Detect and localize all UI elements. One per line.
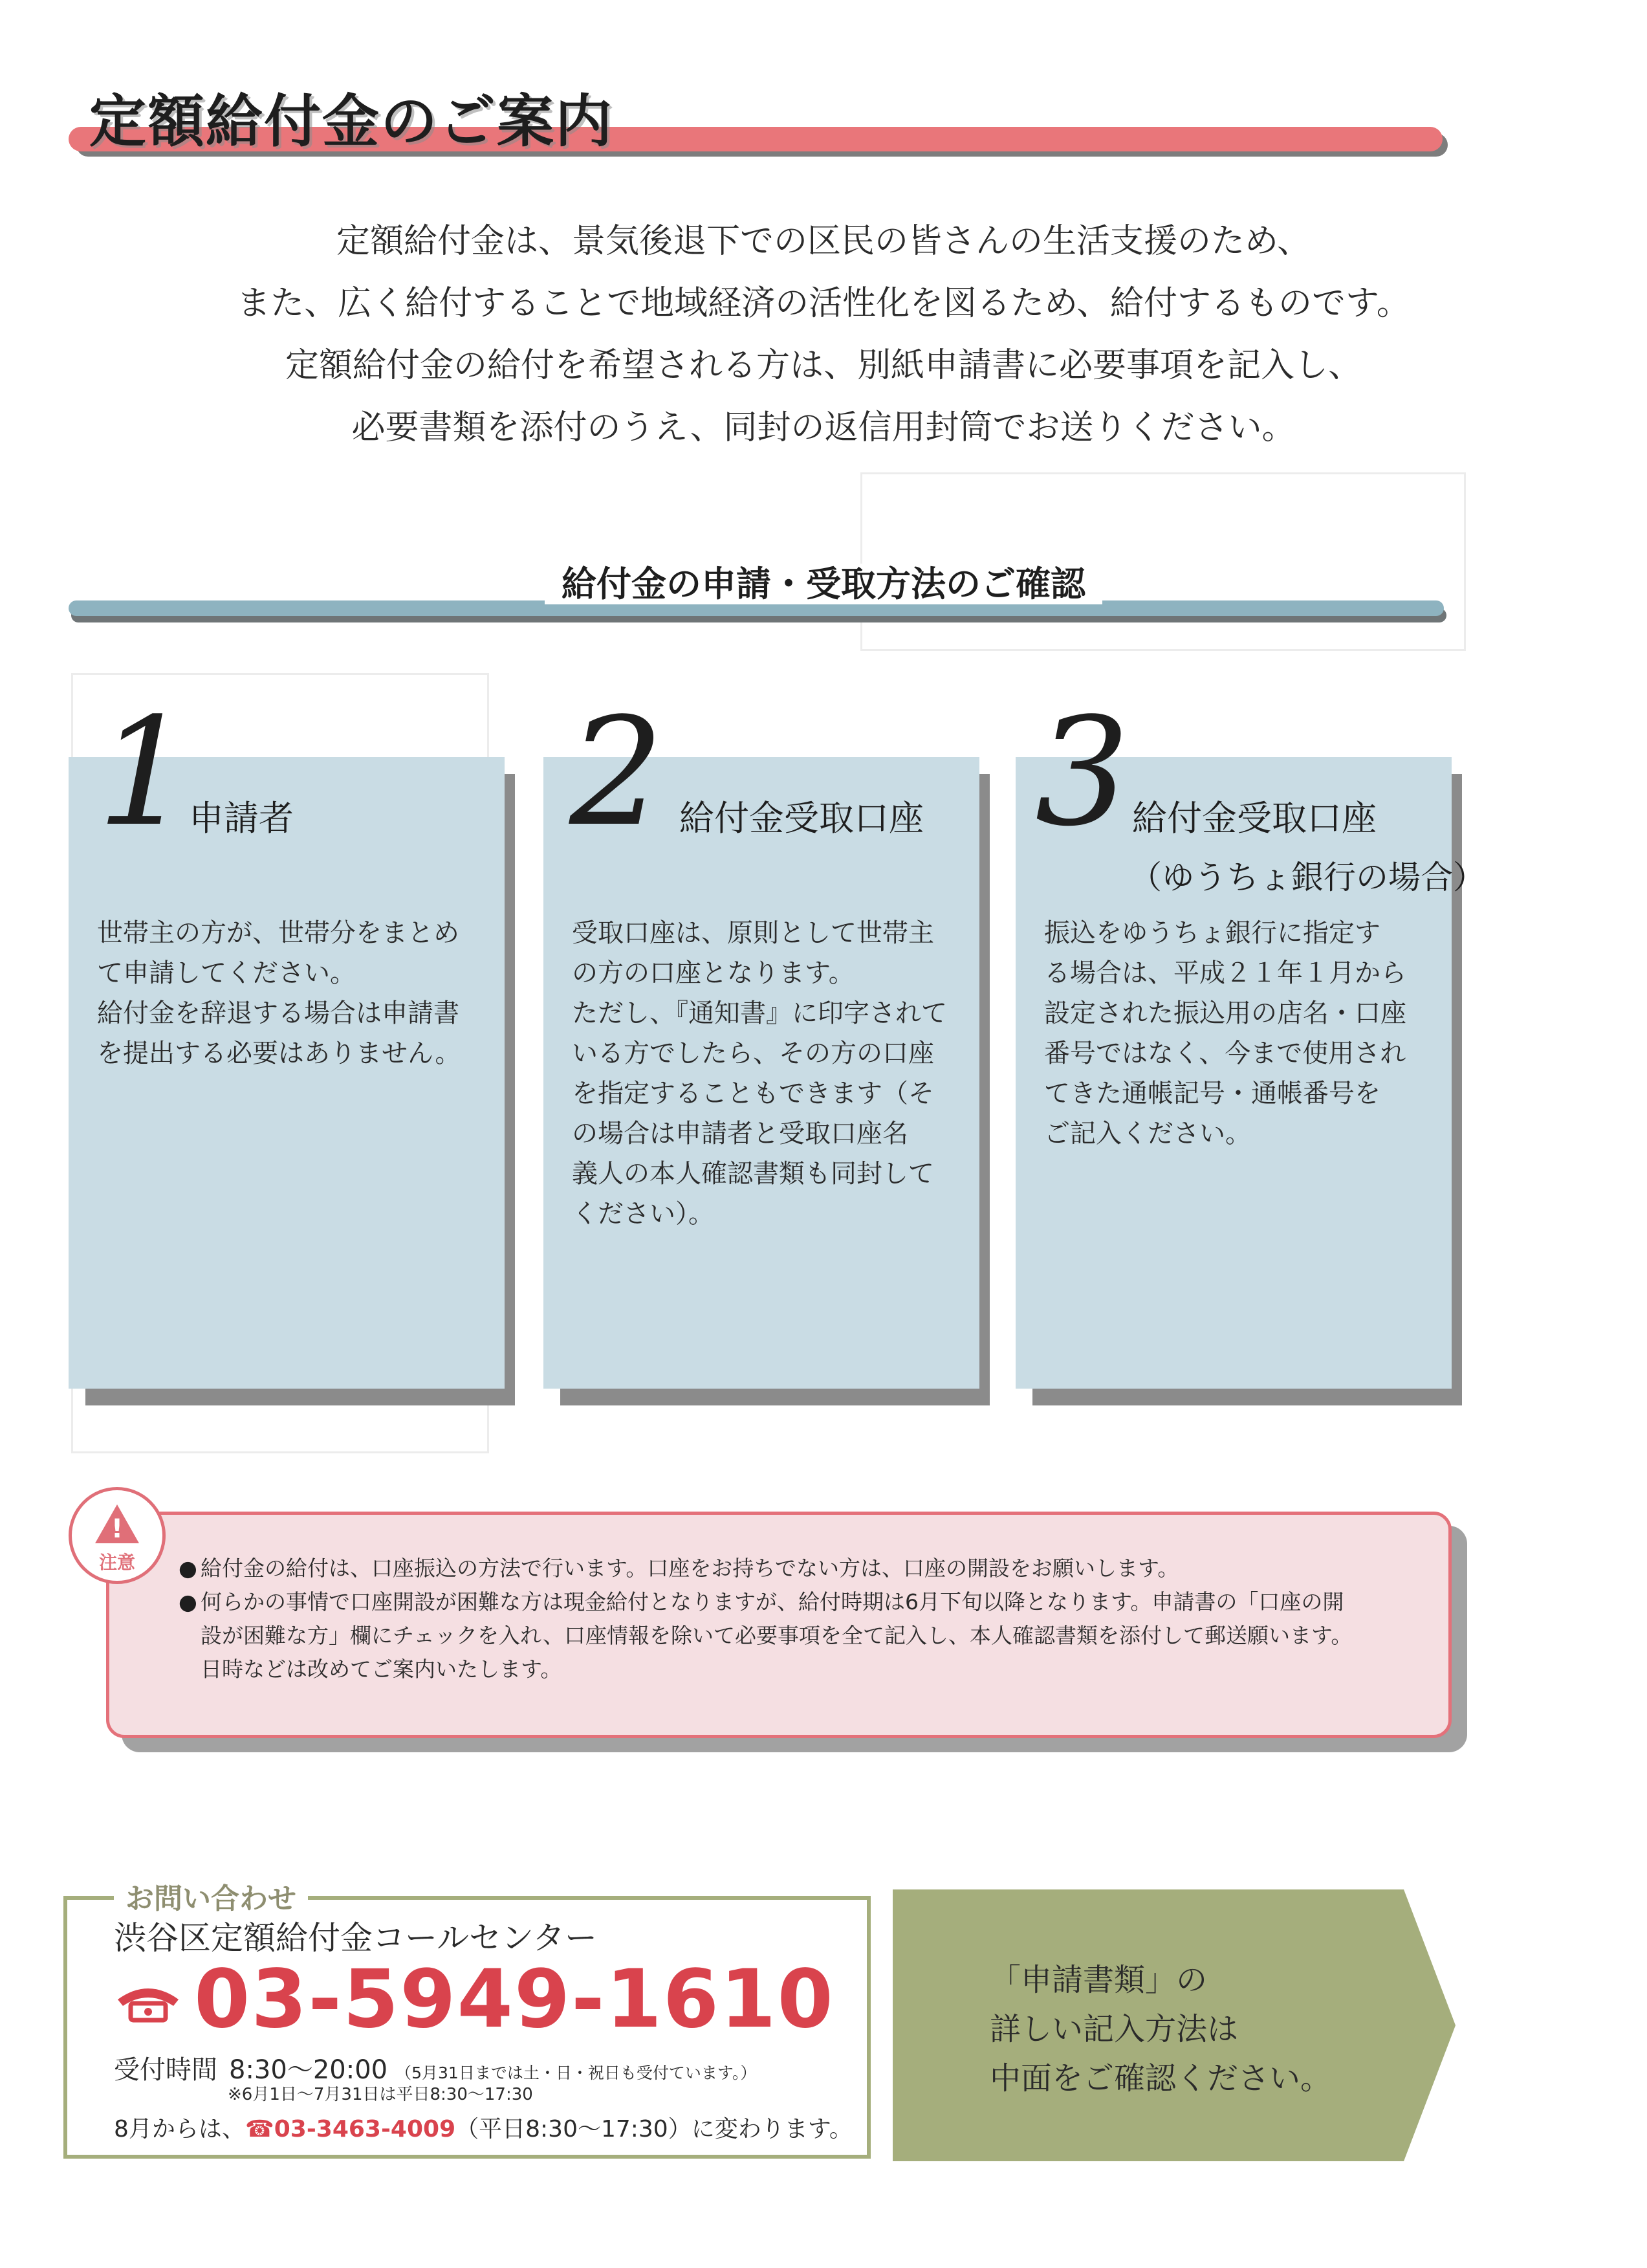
bullet-icon: ● bbox=[179, 1556, 197, 1581]
phone-number[interactable]: 03-5949-1610 bbox=[194, 1953, 834, 2046]
card-body-line: の場合は申請者と受取口座名 bbox=[572, 1119, 908, 1149]
card-body-line: 給付金を辞退する場合は申請書 bbox=[97, 998, 459, 1028]
page-title: 定額給付金のご案内 bbox=[89, 88, 614, 155]
card-body-line: 振込をゆうちょ銀行に指定す bbox=[1044, 918, 1380, 948]
intro-line: 定額給付金は、景気後退下での区民の皆さんの生活支援のため、 bbox=[336, 222, 1311, 261]
bullet-icon: ● bbox=[179, 1589, 197, 1614]
section-title bbox=[0, 556, 1647, 606]
intro-paragraph bbox=[0, 210, 1647, 459]
caution-label: 注意 bbox=[98, 1552, 135, 1573]
small-telephone-icon: ☎ bbox=[245, 2116, 274, 2142]
card-body-line: 設定された振込用の店名・口座 bbox=[1044, 998, 1406, 1028]
card-body bbox=[572, 913, 947, 1234]
intro-line: 定額給付金の給付を希望される方は、別紙申請書に必要事項を記入し、 bbox=[285, 346, 1362, 385]
card-body-line: ください）。 bbox=[572, 1199, 714, 1229]
card-number: 2 bbox=[569, 687, 664, 859]
card-body-line: る場合は、平成２１年１月から bbox=[1044, 958, 1406, 988]
guide-line: 詳しい記入方法は bbox=[990, 2011, 1239, 2047]
caution-item: ● 給付金の給付は、口座振込の方法で行います。口座をお持ちでない方は、口座の開設をお願いします。 bbox=[179, 1552, 1446, 1585]
card-body-line: て申請してください。 bbox=[97, 958, 356, 988]
caution-item-continued: 設が困難な方」欄にチェックを入れ、口座情報を除いて必要事項を全て記入し、本人確認書類を添付して郵送願います。 bbox=[201, 1623, 1353, 1648]
august-change-notice: 8月からは、☎03-3463-4009（平日8:30〜17:30）に変わります。 bbox=[114, 2116, 853, 2142]
card-subtitle: （ゆうちょ銀行の場合） bbox=[1129, 859, 1485, 896]
call-center-name: 渋谷区定額給付金コールセンター bbox=[114, 1919, 597, 1957]
card-title: 給付金受取口座 bbox=[679, 798, 924, 839]
card-body-line: 世帯主の方が、世帯分をまとめ bbox=[97, 918, 459, 948]
hours-note-secondary: ※6月1日〜7月31日は平日8:30〜17:30 bbox=[228, 2085, 533, 2104]
guide-line: 「申請書類」の bbox=[990, 1962, 1208, 1998]
caution-text bbox=[179, 1552, 1446, 1686]
caution-item-continued: 日時などは改めてご案内いたします。 bbox=[201, 1657, 562, 1682]
card-body-line: ご記入ください。 bbox=[1044, 1119, 1251, 1149]
intro-line: また、広く給付することで地域経済の活性化を図るため、給付するものです。 bbox=[237, 284, 1410, 323]
card-body-line: を指定することもできます（そ bbox=[572, 1079, 934, 1108]
contact-label: お問い合わせ bbox=[114, 1875, 308, 1917]
card-body-line: ただし、『通知書』に印字されて bbox=[572, 998, 947, 1028]
card-body bbox=[97, 913, 461, 1073]
card-body-line: いる方でしたら、その方の口座 bbox=[572, 1039, 934, 1068]
card-body-line: 受取口座は、原則として世帯主 bbox=[572, 918, 934, 948]
card-body-line: 番号ではなく、今まで使用され bbox=[1044, 1039, 1406, 1068]
warning-icon: ! 注意 bbox=[69, 1487, 166, 1584]
new-phone-number[interactable]: 03-3463-4009 bbox=[274, 2116, 456, 2142]
telephone-icon bbox=[114, 1980, 182, 2023]
card-body-line: てきた通帳記号・通帳番号を bbox=[1044, 1079, 1380, 1108]
guide-text bbox=[990, 1955, 1331, 2103]
card-number: 1 bbox=[97, 687, 192, 859]
card-body bbox=[1044, 913, 1406, 1154]
hours-label: 受付時間 bbox=[114, 2055, 217, 2085]
guide-line: 中面をご確認ください。 bbox=[990, 2060, 1332, 2097]
intro-line: 必要書類を添付のうえ、同封の返信用封筒でお送りください。 bbox=[351, 408, 1296, 447]
card-body-line: 義人の本人確認書類も同封して bbox=[572, 1159, 934, 1189]
card-body-line: を提出する必要はありません。 bbox=[97, 1039, 461, 1068]
card-number: 3 bbox=[1035, 687, 1130, 859]
card-title: 申請者 bbox=[189, 798, 294, 839]
section-title-text: 給付金の申請・受取方法のご確認 bbox=[545, 564, 1102, 604]
hours-value: 8:30〜20:00 bbox=[229, 2055, 388, 2085]
caution-item: ● 何らかの事情で口座開設が困難な方は現金給付となりますが、給付時期は6月下旬以降となります。申請書の「口座の開 bbox=[179, 1585, 1446, 1619]
card-body-line: の方の口座となります。 bbox=[572, 958, 855, 988]
hours-note: （5月31日までは土・日・祝日も受付ています。） bbox=[395, 2064, 757, 2082]
card-title: 給付金受取口座 bbox=[1132, 798, 1377, 839]
